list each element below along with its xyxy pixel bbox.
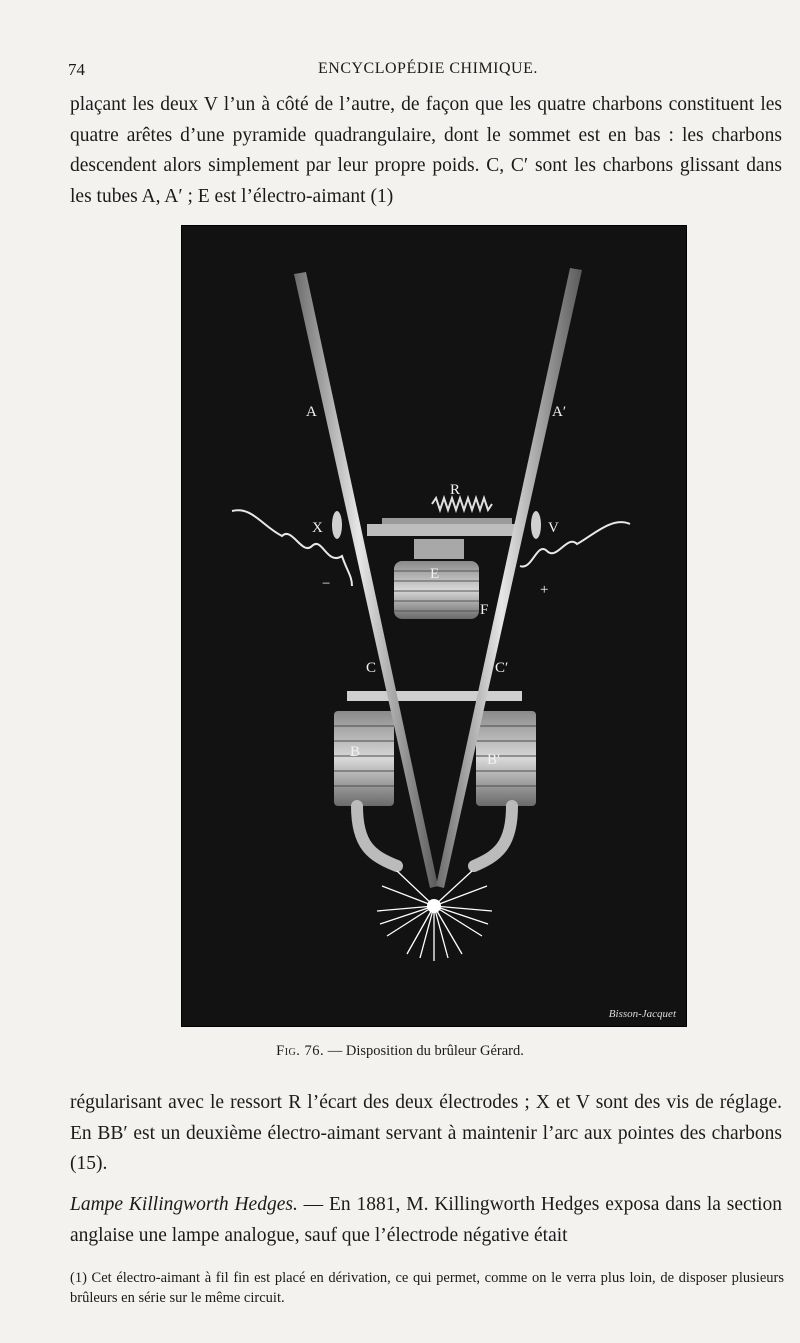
figure-illustration — [181, 225, 687, 1027]
label-b-prime: B′ — [487, 752, 501, 768]
paragraph-middle-text: régularisant avec le ressort R l’écart des deux électrodes ; X et V sont des vis de réglage. En BB′ est un deuxième électro-aimant servant à maintenir l’arc aux pointes des charbons (15). — [70, 1092, 782, 1174]
lower-platform — [347, 691, 522, 701]
label-c: C — [366, 660, 377, 676]
paragraph-top — [70, 90, 782, 212]
label-e: E — [430, 566, 440, 582]
label-minus: − — [322, 576, 331, 592]
screw-v — [531, 511, 541, 539]
label-a: A — [306, 404, 317, 420]
burner-engraving — [182, 226, 686, 1026]
electromagnet-b — [334, 711, 394, 806]
label-x: X — [312, 520, 323, 536]
caption-text: — Disposition du brûleur Gérard. — [327, 1043, 524, 1059]
label-a-prime: A′ — [552, 404, 567, 420]
page-number: 74 — [68, 60, 85, 79]
label-r: R — [450, 482, 461, 498]
footnote — [70, 1268, 784, 1308]
running-title: ENCYCLOPÉDIE CHIMIQUE. — [318, 60, 538, 77]
label-plus: + — [540, 582, 549, 598]
paragraph-bottom — [70, 1190, 782, 1251]
label-c-prime: C′ — [495, 660, 509, 676]
electromagnet-b-prime — [476, 711, 536, 806]
crossbar — [367, 524, 517, 536]
figure-caption — [0, 1043, 800, 1060]
footnote-text: (1) Cet électro-aimant à fil fin est placé en dérivation, ce qui permet, comme on le verra plus loin, de disposer plusieurs brûleurs en série sur le même circuit. — [70, 1270, 784, 1306]
caption-label: Fig. 76. — [276, 1043, 325, 1059]
page-header — [68, 60, 768, 86]
paragraph-bottom-text: — En 1881, M. Killingworth Hedges exposa dans la section anglaise une lampe analogue, sauf que l’électrode négative était — [70, 1194, 782, 1246]
label-v: V — [548, 520, 559, 536]
paragraph-top-text: plaçant les deux V l’un à côté de l’autre, de façon que les quatre charbons constituent les quatre arêtes d’une pyramide quadrangulaire, dont le sommet est en bas : les charbons descendent alors simplement par leur propre poids. C, C′ sont les charbons glissant dans les tubes A, A′ ; E est l’électro-aimant (1) — [70, 94, 782, 207]
engraver-signature: Bisson-Jacquet — [608, 1008, 676, 1020]
label-b: B — [350, 744, 361, 760]
spring-r — [432, 498, 492, 510]
section-title-hedges: Lampe Killingworth Hedges. — [70, 1194, 298, 1215]
label-f: F — [480, 602, 489, 618]
paragraph-middle — [70, 1088, 782, 1180]
screw-x — [332, 511, 342, 539]
